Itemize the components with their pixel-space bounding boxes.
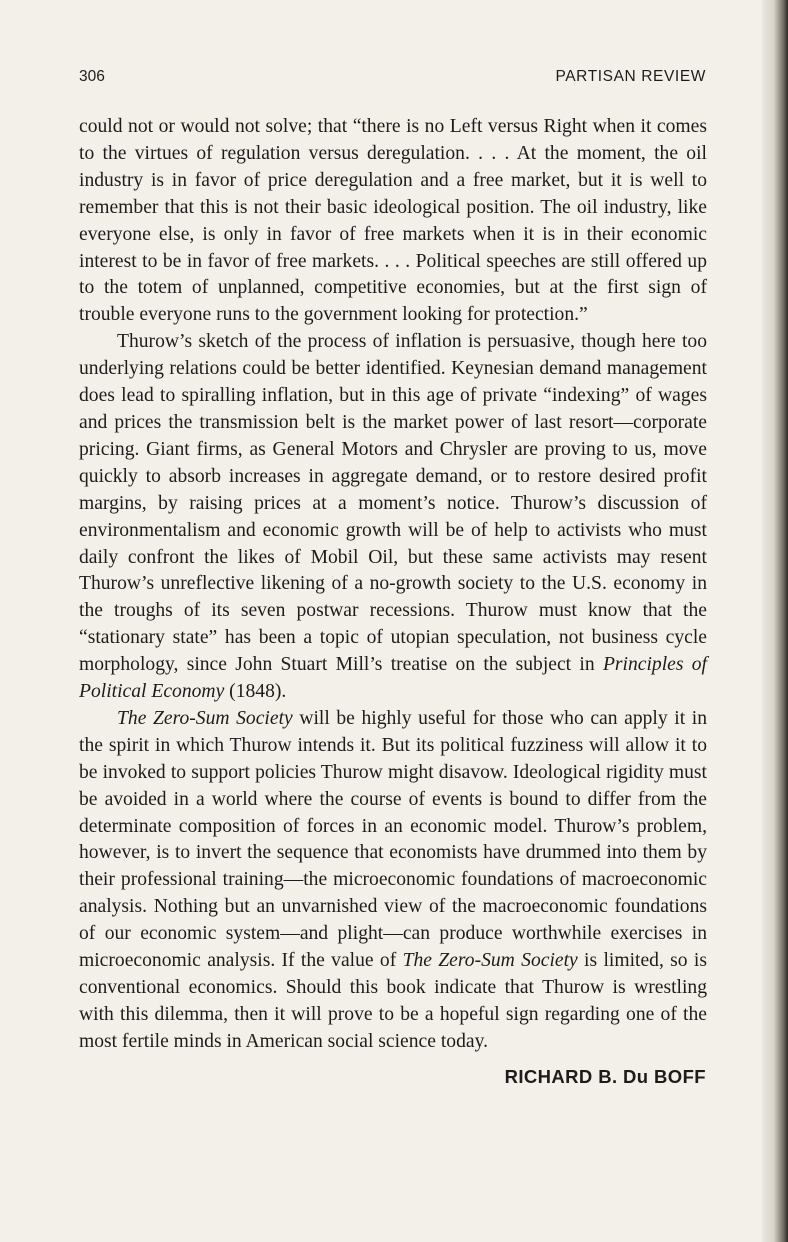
journal-title: PARTISAN REVIEW (555, 68, 706, 85)
paragraph-3-end: is limited, so is conventional economics. Should this book indicate that Thurow is wrestling with this dilemma, then it will prove to be a hopeful sign regarding one of the most fertile minds in American social science today. (79, 950, 707, 1052)
book-title-principles: Principles of Political Economy (79, 654, 707, 703)
paragraph-3 (79, 706, 707, 1056)
author-signature: RICHARD B. Du BOFF (504, 1066, 706, 1087)
paragraph-3-text: will be highly useful for those who can apply it in the spirit in which Thurow intends it. But its political fuzziness will allow it to be invoked to support policies Thurow might disavow. Ideological rigidity must be avoided in a world where the course of events is bound to differ from the determinate composition of forces in an economic model. Thurow’s problem, however, is to invert the sequence that economists have drummed into them by their professional training—the microeconomic foundations of macroeconomic analysis. Nothing but an unvarnished view of the macroeconomic foundations of our economic system—and plight—can produce worthwhile exercises in microeconomic analysis. If the value of (79, 707, 707, 972)
page-number: 306 (79, 68, 105, 85)
book-title-zero-sum-1: The Zero-Sum Society (117, 707, 293, 729)
article-body (79, 114, 707, 1056)
paragraph-1: could not or would not solve; that “there is no Left versus Right when it comes to the virtues of regulation versus deregulation. . . . At the moment, the oil industry is in favor of price deregulation and a free market, but it is well to remember that this is not their basic ideological position. The oil industry, like everyone else, is only in favor of free markets when it is in their economic interest to be in favor of free markets. . . . Political speeches are still offered up to the totem of unplanned, competitive economies, but at the first sign of trouble everyone runs to the government looking for protection.” (79, 116, 707, 326)
paragraph-2-end: (1848). (224, 681, 287, 703)
book-title-zero-sum-2: The Zero-Sum Society (402, 950, 578, 972)
page-edge-shadow (762, 0, 788, 1242)
paragraph-2-text: Thurow’s sketch of the process of inflation is persuasive, though here too underlying relations could be better identified. Keynesian demand management does lead to spiralling inflation, but in this age of private “indexing” of wages and prices the transmission belt is the market power of last resort—corporate pricing. Giant firms, as General Motors and Chrysler are proving to us, move quickly to absorb increases in aggregate demand, or to restore desired profit margins, by raising prices at a moment’s notice. Thurow’s discussion of environmentalism and economic growth will be of help to activists who must daily confront the likes of Mobil Oil, but these same activists may resent Thurow’s unreflective likening of a no-growth society to the U.S. economy in the troughs of its seven postwar recessions. Thurow must know that the “stationary state” has been a topic of utopian speculation, not business cycle morphology, since John Stuart Mill’s treatise on the subject in (79, 331, 707, 676)
paragraph-2 (79, 329, 707, 706)
running-head (79, 68, 706, 90)
